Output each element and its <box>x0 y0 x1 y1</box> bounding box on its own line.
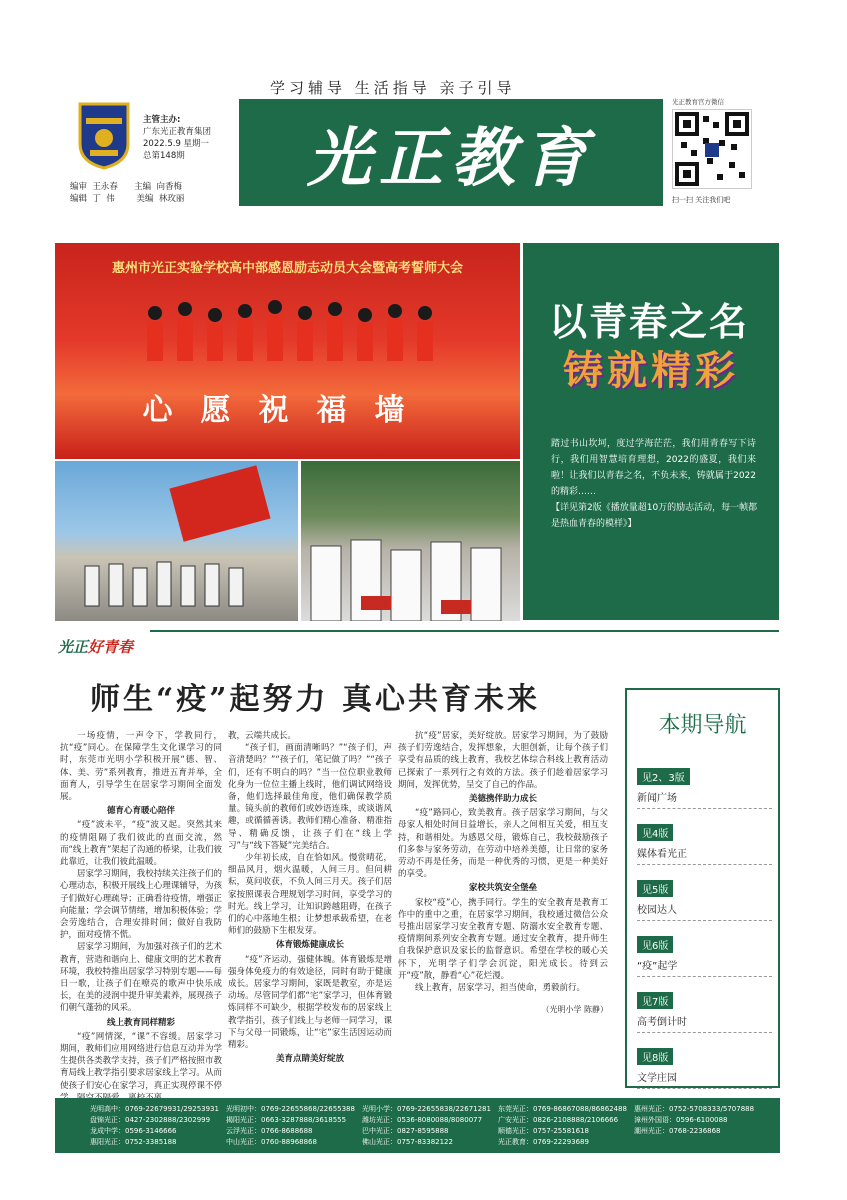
qr-code-icon[interactable] <box>672 109 752 189</box>
qr-block <box>672 97 768 205</box>
article-paragraph: 线上教育，居家学习，担当使命，勇毅前行。 <box>415 983 586 994</box>
footer-contact: 广安光正：0826-2108888/2106666 <box>498 1116 619 1124</box>
footer-column <box>90 1104 226 1153</box>
article-paragraph: 居家学习期间，我校持续关注孩子们的心理动态，积极开展线上心理课辅导，为孩子们做好心理疏导；正确看待疫情，增强正向能量；学会调节情绪，增加积极体验；学会劳逸结合，合理安排时间；做好自我防护，面对疫情不慌。 <box>60 869 222 941</box>
section-divider <box>150 630 779 632</box>
footer-contact: 光明小学：0769-22655838/22671281 <box>362 1105 491 1113</box>
cheering-crowd <box>301 516 520 621</box>
feature-text: 踏过书山坎坷，度过学海茫茫，我们用青春写下诗行，我们用智慧培育理想，2022的盛夏，我们来啦！让我们以青春之名，不负未来，铸就属于2022的精彩…… <box>551 439 756 497</box>
section-label <box>58 636 133 657</box>
article-paragraph: “疫”网情深，“课”不容缓。居家学习期间，教师们应用网络进行信息互动并为学生提供各类教学支持，孩子们严格按照市教育局线上教学指引要求居家线上学习。从而使孩子们安心在家学习，真正实现停课不停 <box>60 1031 222 1091</box>
nav-item[interactable] <box>637 1046 777 1084</box>
hero-banner-text: 惠州市光正实验学校高中部感恩励志动员大会暨高考誓师大会 <box>111 261 463 276</box>
issue-date: 2022.5.9 星期一 <box>143 139 210 149</box>
hero-photo-cheering <box>301 461 520 621</box>
footer-contact: 中山光正：0760-88968868 <box>226 1138 317 1146</box>
feature-title-line1: 以青春之名 <box>549 300 750 344</box>
nav-item[interactable] <box>637 822 777 860</box>
footer-contact: 惠阳光正：0752-3385188 <box>90 1138 177 1146</box>
masthead <box>239 99 663 206</box>
section-label-a: 光正 <box>58 638 89 656</box>
footer-column <box>362 1104 498 1153</box>
article-paragraph: “疫”路同心，致美教育。孩子居家学习期间，与父母家人相处时间日益增长，亲人之间相互关爱，相互支持，和谐相处。为感恩父母，锻炼自己，我校鼓励孩子们多参与家务劳动，在劳动中培养美德，让日常的家务劳动不再是任务，而是一种优秀的习惯，更是一种美好的享受。 <box>398 808 608 880</box>
editor-credits: 编审 王永春 主编 向香梅 编辑 丁 伟 美编 林玫丽 <box>70 182 185 204</box>
article-column-1 <box>60 730 222 1104</box>
article-subheading: 美育点睛美好绽放 <box>275 1054 344 1065</box>
footer-contact: 光正教育：0769-22293689 <box>498 1138 589 1146</box>
article-headline: 师生“疫”起努力 真心共育未来 <box>90 682 540 717</box>
issue-number: 总第148期 <box>143 151 185 161</box>
nav-item-label: 文学庄园 <box>637 1073 677 1084</box>
nav-item-tag: 见5版 <box>637 880 673 897</box>
footer-contact: 盘锦光正：0427-2302888/2302999 <box>90 1116 211 1124</box>
footer-contact: 漳州外国语：0596-6100088 <box>634 1116 728 1124</box>
nav-item-label: 高考倒计时 <box>637 1017 687 1028</box>
nav-item-tag: 见6版 <box>637 936 673 953</box>
article-paragraph: 家校“疫”心，携手同行。学生的安全教育是教育工作中的重中之重，在居家学习期间，我校通过微信公众号推出居家学习安全教育专题、防溺水安全教育专题、疫情期间系列安全教育专题。通过安全教育，提升师生自我保护意识及家长的监督意识。希望在学校的暖心关怀下，光明学子们学会沉淀，阳光成长。待到云开“疫”散，静看“心”花烂漫。 <box>398 897 608 981</box>
article-paragraph: 居家学习期间，为加强对孩子们的艺术教育，营造和谐向上、健康文明的艺术教育环境，我校特推出居家学习特别专题——每日一歌，让孩子们在嘹亮的歌声中快乐成长，在美的浸润中提升审美素养，展现孩子们朝气蓬勃的风采。 <box>60 942 222 1014</box>
wish-wall-text: 心愿祝福墙 <box>142 393 433 428</box>
footer-contact: 东莞光正：0769-86867088/86862488 <box>498 1105 627 1113</box>
nav-divider <box>637 1088 772 1089</box>
footer-contact: 揭阳光正：0663-3287888/3618555 <box>226 1116 347 1124</box>
feature-panel <box>523 243 779 620</box>
article-paragraph: 一场疫情，一声令下，学教同行，抗“疫”同心。在保障学生文化课学习的同时，东莞市光明小学积极开展“德、智、体、美、劳”系列教育，推进五育并举，全面育人，引导学生在居家学习期间全面发展。 <box>60 731 222 803</box>
publication-info <box>143 114 211 162</box>
nav-divider <box>637 808 772 809</box>
host-name: 广东光正教育集团 <box>143 127 212 137</box>
crowd-silhouette <box>135 293 455 373</box>
article-paragraph: 少年初长成，自在恰如风。慢赏晴花，细品风月，烟火温暖，人间三月。但问耕耘，莫问收获，不负人间三月天。孩子们居家按照课表合理规划学习时间，享受学习的时光。线上学习，让知识跨越阻碍，在孩子们的心中落地生根；让梦想承载希望，在老师们的鼓励下生根发芽。 <box>228 853 392 937</box>
footer-column <box>498 1104 634 1153</box>
nav-item[interactable] <box>637 878 777 916</box>
navigation-title: 本期导航 <box>658 713 747 738</box>
footer-contact: 光明高中：0769-22679931/29253931 <box>90 1105 219 1113</box>
article-column-3-body <box>398 730 608 994</box>
footer-contact: 潍坊光正：0536-8080088/8080077 <box>362 1116 483 1124</box>
students-silhouette <box>75 556 275 616</box>
article-subheading: 德育心育暖心陪伴 <box>106 806 175 817</box>
school-logo <box>76 100 132 170</box>
footer-contact: 惠州光正：0752-5708333/5707888 <box>634 1105 755 1113</box>
nav-divider <box>637 864 772 865</box>
nav-item-tag: 见4版 <box>637 824 673 841</box>
footer-contact: 光明初中：0769-22655868/22655388 <box>226 1105 355 1113</box>
article-column-3 <box>398 730 608 1016</box>
section-label-b: 好青春 <box>88 638 134 656</box>
footer-contact: 佛山光正：0757-83382122 <box>362 1138 453 1146</box>
nav-item-label: 新闻广场 <box>637 793 677 804</box>
article-paragraph: “疫”波未平，“疫”波又起。突然其来的疫情阻隔了我们彼此的直面交流，然而“线上教育”架起了沟通的桥梁，让我们彼此靠近，让我们彼此温暖。 <box>60 820 222 868</box>
hero-photo-flag-march <box>55 461 298 621</box>
masthead-title: 光正教育 <box>307 120 595 196</box>
article-signature: （光明小学 陈静） <box>541 1005 608 1015</box>
qr-scan-text: 扫一扫 关注我们吧 <box>672 196 731 204</box>
nav-item-label: “疫”起学 <box>637 961 678 972</box>
nav-item-label: 校园达人 <box>637 905 677 916</box>
article-column-2 <box>228 730 392 1067</box>
nav-item-label: 媒体看光正 <box>637 849 687 860</box>
nav-item-tag: 见7版 <box>637 992 673 1009</box>
article-paragraph: 教，云端共成长。 <box>228 731 297 741</box>
red-flag-icon <box>169 465 270 541</box>
header-slogan: 学习辅导 生活指导 亲子引导 <box>270 79 516 97</box>
hero-photo-rally <box>55 243 520 459</box>
article-subheading: 体育锻炼健康成长 <box>275 940 344 951</box>
host-label: 主管主办: <box>143 115 181 125</box>
footer-contact: 龙成中学：0596-3146666 <box>90 1127 177 1135</box>
article-paragraph: “孩子们，画面清晰吗？”“孩子们，声音清楚吗？”“孩子们，笔记做了吗？”“孩子们，还有不明白的吗？”当一位位职业教师化身为一位位主播上线时，他们调试网络设备，他们选择最佳角度，他们确保教学质量。镜头前的教师们或妙语连珠，或谈谐风趣，或循循善诱。教师们精心准备、精准指导、精确反馈，让孩子们在“线上学习”与“线下答疑”完美结合。 <box>228 743 392 851</box>
nav-item[interactable] <box>637 934 777 972</box>
nav-divider <box>637 976 772 977</box>
nav-item[interactable] <box>637 766 777 804</box>
nav-item[interactable] <box>637 990 777 1028</box>
footer-column <box>226 1104 362 1153</box>
feature-title-line2: 铸就精彩 <box>563 348 739 394</box>
nav-divider <box>637 920 772 921</box>
feature-page-link[interactable]: 【详见第2版《播放量超10万的励志活动，每一帧都是热血青春的模样》】 <box>551 503 758 529</box>
contact-footer <box>55 1098 780 1153</box>
article-subheading: 线上教育同样精彩 <box>106 1017 175 1028</box>
nav-item-tag: 见8版 <box>637 1048 673 1065</box>
issue-navigation <box>625 688 780 1088</box>
footer-contact: 潮州光正：0768-2236868 <box>634 1127 721 1135</box>
article-subheading: 家校共筑安全堡垒 <box>468 883 537 894</box>
article-subheading: 美德携伴助力成长 <box>468 794 537 805</box>
nav-item-tag: 见2、3版 <box>637 768 690 785</box>
nav-divider <box>637 1032 772 1033</box>
footer-contact: 顺德光正：0757-25581618 <box>498 1127 589 1135</box>
article-paragraph: “疫”齐运动，强健体魄。体育锻炼是增强身体免疫力的有效途径，同时有助于健康成长。居家学习期间，家既是教室，亦是运动场。尽管同学们都“宅”家学习，但体育锻炼同样不可缺少，根据学校发布的居家线上教学指引，孩子们线上与老师一同学习，课下与父母一同锻炼，让“宅”家生活因运动而精彩。 <box>228 954 392 1051</box>
qr-caption: 光正教育官方微信 <box>672 98 724 106</box>
footer-contact: 云浮光正：0766-8688688 <box>226 1127 313 1135</box>
footer-contact: 巴中光正：0827-8595888 <box>362 1127 449 1135</box>
article-paragraph: 抗“疫”居家，美好绽放。居家学习期间，为了鼓励孩子们劳逸结合，发挥想象，大胆创新，让每个孩子们享受有品质的线上教育，我校艺体综合科线上教育活动已探索了一系列行之有效的方法。孩子们趁着居家学习期间，发挥优势，呈交了自己的作品。 <box>398 731 608 790</box>
footer-column <box>634 1104 770 1153</box>
